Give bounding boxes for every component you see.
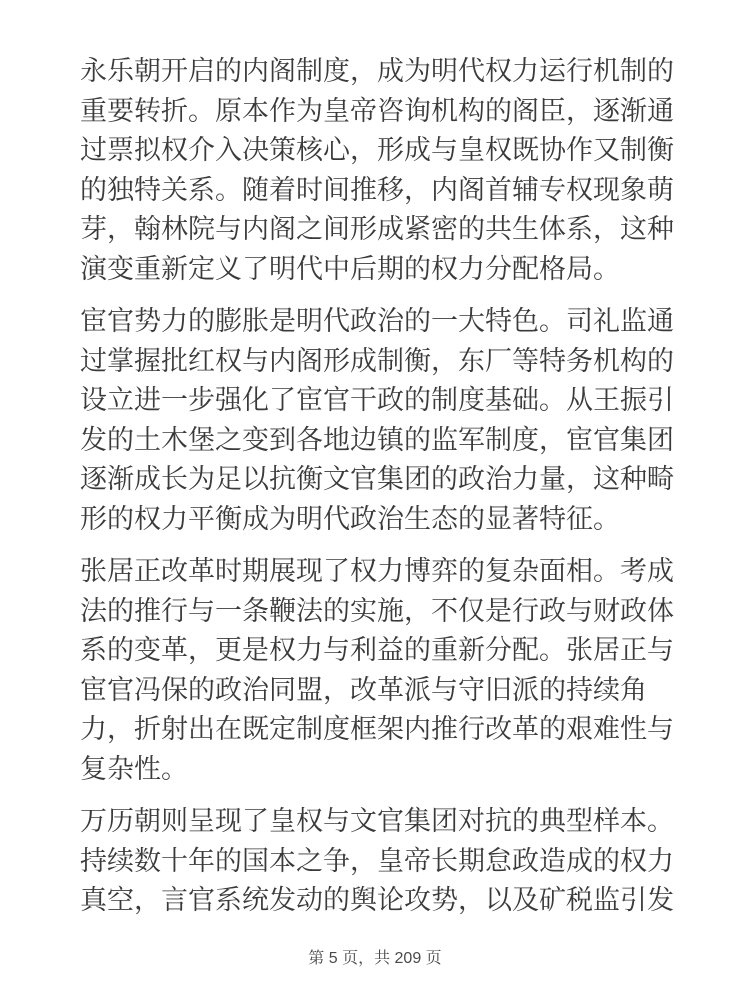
- paragraph-4: 万历朝则呈现了皇权与文官集团对抗的典型样本。持续数十年的国本之争，皇帝长期怠政造成的权力真空，言官系统发动的舆论攻势，以及矿税监引发: [80, 806, 674, 915]
- paragraph-3: 张居正改革时期展现了权力博弈的复杂面相。考成法的推行与一条鞭法的实施，不仅是行政与财政体系的变革，更是权力与利益的重新分配。张居正与宦官冯保的政治同盟，改革派与守旧派的持续角力，折射出在既定制度框架内推行改革的艰难性与复杂性。: [80, 556, 674, 784]
- page-indicator: 第 5 页，共 209 页: [308, 950, 442, 967]
- paragraph-1: 永乐朝开启的内阁制度，成为明代权力运行机制的重要转折。原本作为皇帝咨询机构的阁臣，逐渐通过票拟权介入决策核心，形成与皇权既协作又制衡的独特关系。随着时间推移，内阁首辅专权现象萌芽，翰林院与内阁之间形成紧密的共生体系，这种演变重新定义了明代中后期的权力分配格局。: [80, 56, 674, 284]
- document-page-content: [80, 52, 674, 934]
- page-footer: [0, 949, 750, 969]
- paragraph-2: 宦官势力的膨胀是明代政治的一大特色。司礼监通过掌握批红权与内阁形成制衡，东厂等特务机构的设立进一步强化了宦官干政的制度基础。从王振引发的土木堡之变到各地边镇的监军制度，宦官集团逐渐成长为足以抗衡文官集团的政治力量，这种畸形的权力平衡成为明代政治生态的显著特征。: [80, 306, 674, 534]
